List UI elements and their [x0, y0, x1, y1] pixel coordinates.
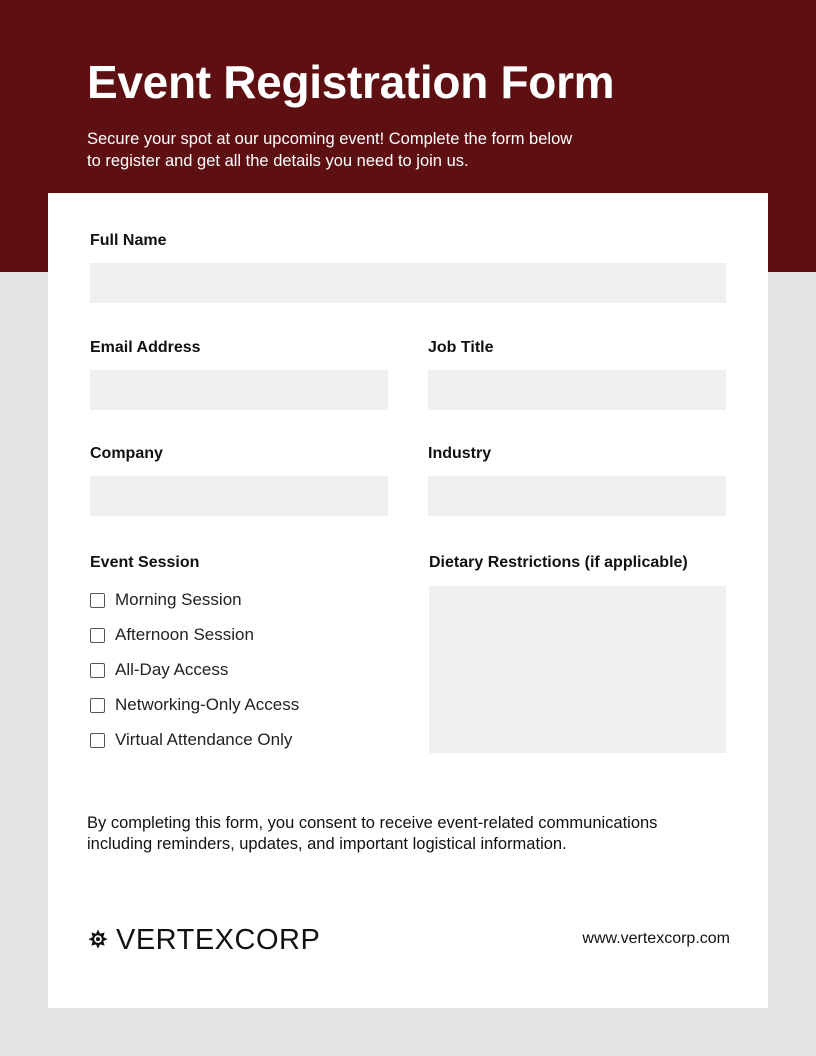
email-label: Email Address	[90, 339, 201, 356]
page-title: Event Registration Form	[87, 56, 615, 108]
consent-line-2: including reminders, updates, and important logistical information.	[87, 835, 567, 853]
checkbox[interactable]	[90, 663, 105, 678]
brand-name: VERTEXCORP	[116, 923, 321, 956]
session-option-morning[interactable]	[90, 589, 242, 611]
full-name-input[interactable]	[90, 263, 726, 303]
option-label: Morning Session	[115, 590, 242, 609]
page-subtitle	[87, 128, 617, 172]
dietary-label: Dietary Restrictions (if applicable)	[429, 554, 688, 571]
job-title-label: Job Title	[428, 339, 494, 356]
session-option-virtual[interactable]	[90, 729, 292, 751]
dietary-textarea[interactable]	[429, 586, 726, 753]
checkbox[interactable]	[90, 698, 105, 713]
checkbox[interactable]	[90, 628, 105, 643]
option-label: Virtual Attendance Only	[115, 730, 293, 749]
full-name-label: Full Name	[90, 232, 167, 249]
option-label: Networking-Only Access	[115, 695, 300, 714]
event-session-label: Event Session	[90, 554, 200, 571]
option-label: All-Day Access	[115, 660, 229, 679]
option-label: Afternoon Session	[115, 625, 254, 644]
consent-text	[87, 813, 727, 855]
consent-line-1: By completing this form, you consent to receive event-related communications	[87, 814, 658, 832]
checkbox[interactable]	[90, 593, 105, 608]
email-input[interactable]	[90, 370, 388, 410]
job-title-input[interactable]	[428, 370, 726, 410]
form-card	[48, 193, 768, 1008]
industry-label: Industry	[428, 445, 492, 462]
session-option-all-day[interactable]	[90, 659, 228, 681]
session-option-afternoon[interactable]	[90, 624, 254, 646]
company-label: Company	[90, 445, 163, 462]
session-option-networking[interactable]	[90, 694, 299, 716]
website-link[interactable]: www.vertexcorp.com	[582, 930, 730, 947]
subtitle-line-2: to register and get all the details you need to join us.	[87, 152, 469, 170]
subtitle-line-1: Secure your spot at our upcoming event! Complete the form below	[87, 130, 573, 148]
gear-star-icon	[87, 929, 109, 951]
industry-input[interactable]	[428, 476, 726, 516]
company-input[interactable]	[90, 476, 388, 516]
brand-logo	[87, 923, 320, 957]
checkbox[interactable]	[90, 733, 105, 748]
